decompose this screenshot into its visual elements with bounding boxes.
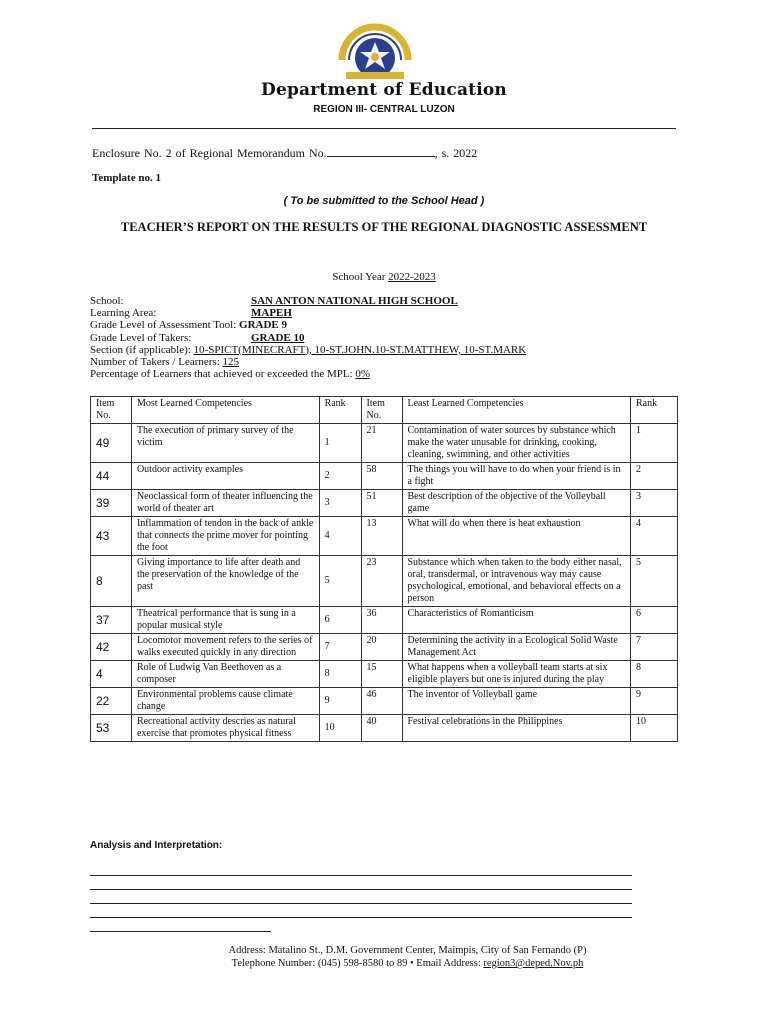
report-info — [90, 295, 526, 380]
most-rank: 3 — [319, 490, 361, 517]
deped-seal — [332, 20, 418, 84]
grade-takers-label: Grade Level of Takers: — [90, 331, 192, 344]
least-item-no: 51 — [361, 490, 402, 517]
least-rank: 9 — [631, 688, 678, 715]
footer-contact — [0, 957, 768, 970]
grade-tool-value: GRADE 9 — [239, 319, 288, 332]
school-label: School: — [90, 295, 124, 307]
least-competency: The inventor of Volleyball game — [402, 688, 631, 715]
header-rank-least: Rank — [631, 397, 678, 424]
most-rank: 4 — [319, 517, 361, 556]
table-row — [91, 634, 678, 661]
least-rank: 8 — [631, 661, 678, 688]
report-title: TEACHER’S REPORT ON THE RESULTS OF THE REGIONAL DIAGNOSTIC ASSESSMENT — [120, 220, 648, 234]
mpl-row — [90, 368, 526, 380]
competencies-table — [90, 396, 678, 742]
least-competency: Determining the activity in a Ecological Solid Waste Management Act — [402, 634, 631, 661]
learning-area-label: Learning Area: — [90, 307, 157, 320]
school-year-line — [0, 271, 768, 283]
region-label: REGION III- CENTRAL LUZON — [313, 104, 455, 115]
most-item-no: 8 — [91, 556, 132, 607]
school-year-label: School Year — [332, 271, 386, 283]
grade-tool-row — [90, 319, 526, 331]
department-title: Department of Education — [261, 80, 507, 100]
memo-number-blank — [327, 146, 435, 157]
table-body — [91, 424, 678, 742]
most-competency: Giving importance to life after death and the preservation of the knowledge of the past — [131, 556, 319, 607]
school-value: SAN ANTON NATIONAL HIGH SCHOOL — [251, 295, 458, 307]
most-competency: Outdoor activity examples — [131, 463, 319, 490]
most-competency: Locomotor movement refers to the series of walks executed quickly in any direction — [131, 634, 319, 661]
most-competency: Theatrical performance that is sung in a popular musical style — [131, 607, 319, 634]
most-item-no: 39 — [91, 490, 132, 517]
table-row — [91, 463, 678, 490]
header-rank-most: Rank — [319, 397, 361, 424]
most-item-no: 42 — [91, 634, 132, 661]
least-item-no: 13 — [361, 517, 402, 556]
most-competency: Neoclassical form of theater influencing the world of theater art — [131, 490, 319, 517]
enclosure-year: , s. 2022 — [434, 146, 478, 160]
least-competency: Festival celebrations in the Philippines — [402, 715, 631, 742]
least-competency: What will do when there is heat exhaustion — [402, 517, 631, 556]
mpl-value: 0% — [355, 368, 371, 381]
grade-tool-label: Grade Level of Assessment Tool: — [90, 319, 237, 332]
table-header-row — [91, 397, 678, 424]
table-row — [91, 556, 678, 607]
most-rank: 2 — [319, 463, 361, 490]
header-item-no-most: Item No. — [91, 397, 132, 424]
table-row — [91, 688, 678, 715]
table-row — [91, 517, 678, 556]
table-row — [91, 490, 678, 517]
enclosure-line — [92, 146, 477, 161]
least-rank: 2 — [631, 463, 678, 490]
least-rank: 6 — [631, 607, 678, 634]
school-row — [90, 295, 526, 307]
analysis-label: Analysis and Interpretation: — [90, 840, 223, 851]
least-item-no: 40 — [361, 715, 402, 742]
most-item-no: 49 — [91, 424, 132, 463]
least-rank: 7 — [631, 634, 678, 661]
least-rank: 4 — [631, 517, 678, 556]
table-row — [91, 661, 678, 688]
least-rank: 1 — [631, 424, 678, 463]
table-row — [91, 715, 678, 742]
enclosure-text: Enclosure No. 2 of Regional Memorandum No. — [92, 146, 327, 160]
most-item-no: 37 — [91, 607, 132, 634]
footer-address: Address: Matalino St., D.M. Government Center, Maimpis, City of San Fernando (P) — [228, 945, 587, 956]
least-competency: Best description of the objective of the Volleyball game — [402, 490, 631, 517]
grade-takers-row — [90, 332, 526, 344]
least-competency: Contamination of water sources by substance which make the water unusable for drinking, cooking, cleaning, swimming, and other activities — [402, 424, 631, 463]
most-item-no: 53 — [91, 715, 132, 742]
most-item-no: 43 — [91, 517, 132, 556]
most-item-no: 44 — [91, 463, 132, 490]
analysis-line — [90, 875, 632, 876]
least-item-no: 21 — [361, 424, 402, 463]
section-row — [90, 344, 526, 356]
least-item-no: 23 — [361, 556, 402, 607]
most-rank: 7 — [319, 634, 361, 661]
least-rank: 5 — [631, 556, 678, 607]
grade-takers-value: GRADE 10 — [251, 331, 305, 344]
footer-telephone: Telephone Number: (045) 598-8580 to 89 • Email Address: — [231, 958, 481, 969]
analysis-line — [90, 889, 632, 890]
learning-area-row — [90, 307, 526, 319]
takers-row — [90, 356, 526, 368]
most-competency: Role of Ludwig Van Beethoven as a composer — [131, 661, 319, 688]
takers-value: 125 — [222, 355, 240, 368]
least-competency: Substance which when taken to the body either nasal, oral, transdermal, or intravenous way may cause psychological, emotional, and behavioral effects on a person — [402, 556, 631, 607]
most-competency: The execution of primary survey of the victim — [131, 424, 319, 463]
most-rank: 5 — [319, 556, 361, 607]
least-item-no: 58 — [361, 463, 402, 490]
table-row — [91, 424, 678, 463]
submit-note: ( To be submitted to the School Head ) — [283, 195, 485, 207]
least-item-no: 15 — [361, 661, 402, 688]
table-row — [91, 607, 678, 634]
most-competency: Environmental problems cause climate change — [131, 688, 319, 715]
footer-email-link[interactable]: region3@deped.Nov.ph — [483, 958, 584, 969]
most-rank: 8 — [319, 661, 361, 688]
section-label: Section (if applicable): — [90, 343, 191, 356]
least-competency: Characteristics of Romanticism — [402, 607, 631, 634]
most-competency: Inflammation of tendon in the back of ankle that connects the prime mover for pointing the foot — [131, 517, 319, 556]
footer — [0, 944, 768, 970]
school-year-value: 2022-2023 — [388, 271, 436, 283]
analysis-line — [90, 917, 632, 918]
header-least-learned: Least Learned Competencies — [402, 397, 631, 424]
most-rank: 6 — [319, 607, 361, 634]
header-divider — [92, 128, 676, 129]
mpl-label: Percentage of Learners that achieved or exceeded the MPL: — [90, 368, 353, 381]
most-rank: 10 — [319, 715, 361, 742]
analysis-line — [90, 903, 632, 904]
least-rank: 10 — [631, 715, 678, 742]
most-item-no: 4 — [91, 661, 132, 688]
least-competency: What happens when a volleyball team starts at six eligible players but one is injured during the play — [402, 661, 631, 688]
least-item-no: 46 — [361, 688, 402, 715]
least-competency: The things you will have to do when your friend is in a fight — [402, 463, 631, 490]
most-competency: Recreational activity descries as natural exercise that promotes physical fitness — [131, 715, 319, 742]
least-item-no: 36 — [361, 607, 402, 634]
least-item-no: 20 — [361, 634, 402, 661]
most-item-no: 22 — [91, 688, 132, 715]
least-rank: 3 — [631, 490, 678, 517]
analysis-line — [90, 931, 271, 932]
template-number: Template no. 1 — [92, 172, 161, 184]
most-rank: 9 — [319, 688, 361, 715]
header-most-learned: Most Learned Competencies — [131, 397, 319, 424]
takers-label: Number of Takers / Learners: — [90, 355, 220, 368]
most-rank: 1 — [319, 424, 361, 463]
section-value: 10-SPICT(MINECRAFT), 10-ST.JOHN.10-ST.MATTHEW, 10-ST.MARK — [193, 343, 527, 356]
learning-area-value: MAPEH — [251, 307, 292, 320]
header-item-no-least: Item No. — [361, 397, 402, 424]
